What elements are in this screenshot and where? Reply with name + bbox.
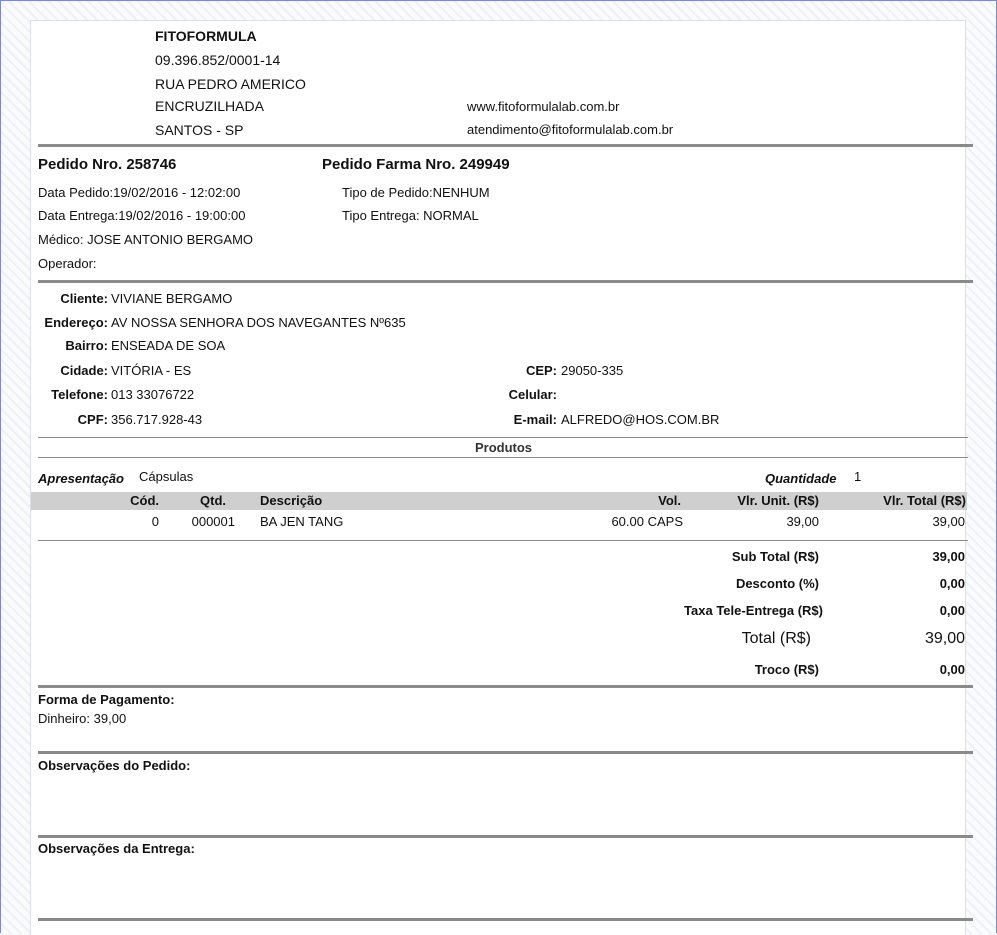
change-value: 0,00 <box>939 662 965 677</box>
client-district: ENSEADA DE SOA <box>111 338 226 353</box>
client-email: ALFREDO@HOS.COM.BR <box>561 412 720 427</box>
subtotal-label: Sub Total (R$) <box>731 549 819 564</box>
email-label: E-mail: <box>513 412 557 427</box>
cell-qty: 000001 <box>191 514 235 529</box>
company-district: ENCRUZILHADA <box>155 98 264 114</box>
quantity-value: 1 <box>854 469 862 484</box>
change-label: Troco (R$) <box>754 662 819 677</box>
order-type: Tipo de Pedido:NENHUM <box>342 185 490 200</box>
client-address: AV NOSSA SENHORA DOS NAVEGANTES Nº635 <box>111 315 406 330</box>
divider <box>38 280 973 283</box>
col-total-price-header: Vlr. Total (R$) <box>883 493 966 508</box>
cep-label: CEP: <box>525 363 557 378</box>
payment-title: Forma de Pagamento: <box>38 692 175 707</box>
cell-volume: 60.00 CAPS <box>611 514 683 529</box>
delivery-date: Data Entrega:19/02/2016 - 19:00:00 <box>38 208 246 223</box>
col-qty-header: Qtd. <box>200 493 226 508</box>
total-label: Total (R$) <box>741 630 811 647</box>
col-code-header: Cód. <box>130 493 159 508</box>
company-city: SANTOS - SP <box>155 122 244 138</box>
pharma-order-number: Pedido Farma Nro. 249949 <box>322 156 510 173</box>
cell-unit-price: 39,00 <box>786 514 819 529</box>
products-title: Produtos <box>474 440 533 455</box>
presentation-value: Cápsulas <box>139 469 194 484</box>
cell-code: 0 <box>151 514 159 529</box>
mobile-label: Celular: <box>508 387 557 402</box>
doctor: Médico: JOSE ANTONIO BERGAMO <box>38 232 254 247</box>
presentation-label: Apresentação <box>38 471 124 486</box>
order-notes-title: Observações do Pedido: <box>38 758 191 773</box>
client-label: Cliente: <box>60 291 108 306</box>
order-date: Data Pedido:19/02/2016 - 12:02:00 <box>38 185 241 200</box>
client-city: VITÓRIA - ES <box>111 363 192 378</box>
cell-total-price: 39,00 <box>932 514 965 529</box>
address-label: Endereço: <box>44 315 108 330</box>
company-name: FITOFORMULA <box>155 28 257 44</box>
delivery-type: Tipo Entrega: NORMAL <box>342 208 479 223</box>
subtotal-value: 39,00 <box>932 549 965 564</box>
discount-label: Desconto (%) <box>735 576 819 591</box>
cpf-label: CPF: <box>77 412 108 427</box>
delivery-fee-value: 0,00 <box>939 603 965 618</box>
divider <box>38 144 973 147</box>
operator: Operador: <box>38 256 97 271</box>
receipt-page <box>30 20 966 935</box>
order-number: Pedido Nro. 258746 <box>38 156 177 173</box>
divider <box>38 457 968 458</box>
district-label: Bairro: <box>65 338 108 353</box>
divider <box>38 540 968 541</box>
client-cep: 29050-335 <box>561 363 624 378</box>
discount-value: 0,00 <box>939 576 965 591</box>
divider <box>38 835 973 838</box>
cell-description: BA JEN TANG <box>260 514 344 529</box>
city-label: Cidade: <box>60 363 108 378</box>
company-street: RUA PEDRO AMERICO <box>155 76 306 92</box>
divider <box>38 918 973 921</box>
payment-value: Dinheiro: 39,00 <box>38 711 127 726</box>
client-phone: 013 33076722 <box>111 387 195 402</box>
col-unit-price-header: Vlr. Unit. (R$) <box>737 493 819 508</box>
total-value: 39,00 <box>924 630 965 647</box>
client-name: VIVIANE BERGAMO <box>111 291 233 306</box>
divider <box>38 751 973 754</box>
col-volume-header: Vol. <box>658 493 681 508</box>
quantity-label: Quantidade <box>765 471 837 486</box>
company-website: www.fitoformulalab.com.br <box>467 99 620 114</box>
delivery-notes-title: Observações da Entrega: <box>38 841 195 856</box>
company-cnpj: 09.396.852/0001-14 <box>155 52 281 68</box>
divider <box>38 437 968 438</box>
company-email: atendimento@fitoformulalab.com.br <box>467 122 674 137</box>
client-cpf: 356.717.928-43 <box>111 412 203 427</box>
delivery-fee-label: Taxa Tele-Entrega (R$) <box>684 603 823 618</box>
phone-label: Telefone: <box>51 387 108 402</box>
col-description-header: Descrição <box>260 493 323 508</box>
divider <box>38 685 973 688</box>
